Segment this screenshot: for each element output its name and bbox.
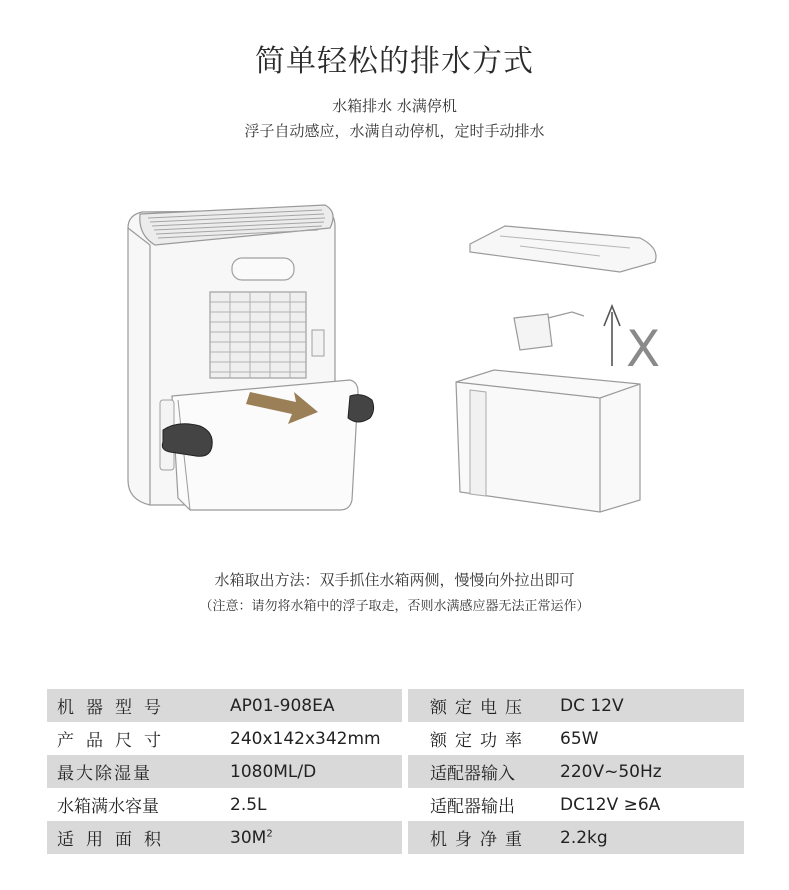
spec-value: DC 12V [560,689,744,722]
spec-label: 产品尺寸 [57,731,173,751]
control-panel [312,330,324,356]
spec-label: 机器型号 [47,689,230,722]
left-hand [162,424,212,457]
tank-lid [470,226,656,272]
right-hand [348,395,374,422]
area-value: 30M [230,827,267,848]
subtitle-line1: 水箱排水 水满停机 [332,97,457,115]
spec-value: 240x142x342mm [230,728,381,749]
spec-value: DC12V ≥6A [560,794,661,815]
spec-value: 2.2kg [560,821,744,854]
spec-row [47,755,744,788]
vent-grille [210,292,306,378]
spec-row [47,722,744,755]
handle-slot [232,258,294,280]
spec-value: AP01-908EA [230,689,402,722]
spec-table [47,689,744,854]
spec-row [47,689,744,722]
spec-value: 220V~50Hz [560,755,744,788]
cross-mark: X [626,320,661,378]
spec-label: 适配器输出 [430,797,515,817]
spec-label: 最大除湿量 [47,755,230,788]
spec-label: 水箱满水容量 [57,797,159,817]
spec-value: 65W [560,728,599,749]
spec-label: 额定功率 [430,731,530,751]
spec-value [230,821,402,854]
area-superscript: 2 [266,827,273,839]
spec-row [47,788,744,821]
tank-removal-instruction: 水箱取出方法：双手抓住水箱两侧，慢慢向外拉出即可 [214,571,575,589]
page-title: 简单轻松的排水方式 [255,44,534,79]
subtitle-line2: 浮子自动感应，水满自动停机，定时手动排水 [244,122,545,140]
spec-row [47,821,744,854]
spec-label: 适用面积 [47,821,230,854]
spec-label: 机身净重 [408,821,560,854]
drainage-illustration [0,150,789,550]
spec-value: 2.5L [230,794,267,815]
float-warning-note: （注意：请勿将水箱中的浮子取走，否则水满感应器无法正常运作） [199,599,590,614]
float-part [514,314,552,350]
spec-label: 适配器输入 [408,755,560,788]
spec-label: 额定电压 [408,689,560,722]
spec-value: 1080ML/D [230,755,402,788]
